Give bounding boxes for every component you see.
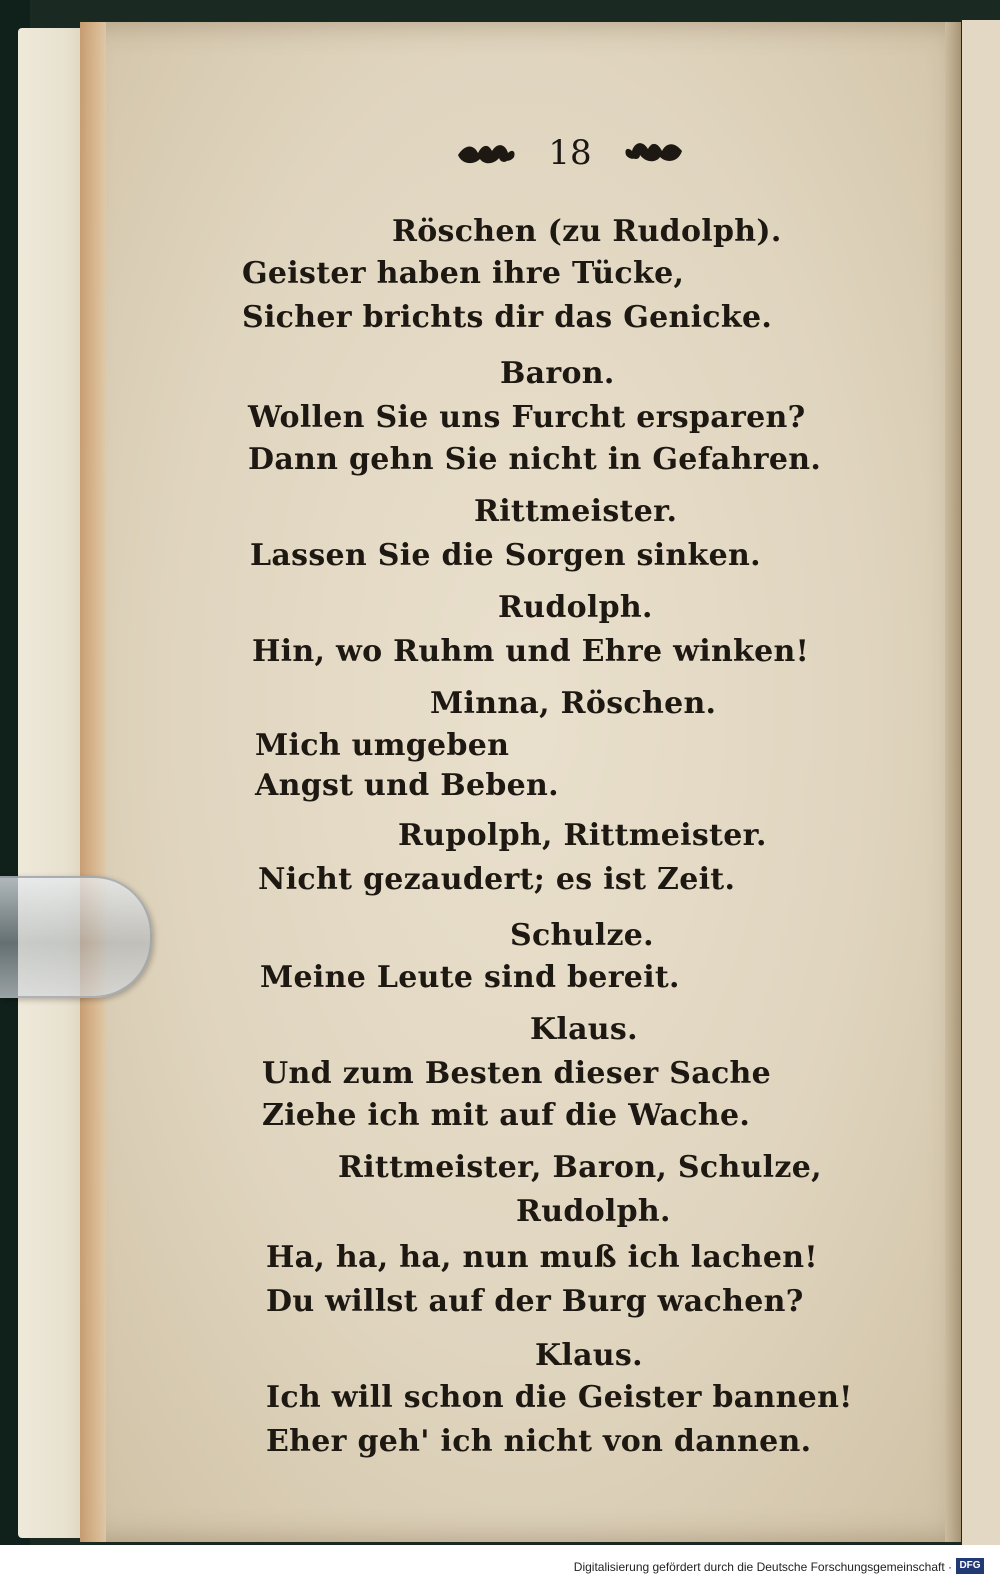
verse-line: Wollen Sie uns Furcht ersparen? (248, 400, 806, 435)
funding-credit: Digitalisierung gefördert durch die Deutsche Forschungsgemeinschaft · (573, 1560, 952, 1574)
plastic-page-clip (0, 876, 152, 998)
verse-line: Meine Leute sind bereit. (260, 960, 680, 995)
footer-bar (0, 1545, 1000, 1591)
verse-line: Lassen Sie die Sorgen sinken. (250, 538, 761, 573)
page-number: 18 (548, 133, 592, 173)
verse-line: Eher geh' ich nicht von dannen. (266, 1424, 812, 1459)
speaker-line: Klaus. (530, 1012, 638, 1047)
speaker-line: Minna, Röschen. (430, 686, 717, 721)
speaker-line: Röschen (zu Rudolph). (392, 214, 782, 249)
speaker-line: Rupolph, Rittmeister. (398, 818, 767, 853)
verse-line: Mich umgeben (255, 728, 510, 763)
dfg-logo-icon: DFG (956, 1558, 984, 1574)
verse-line: Ha, ha, ha, nun muß ich lachen! (266, 1240, 818, 1275)
speaker-line: Rudolph. (498, 590, 653, 625)
verse-line: Und zum Besten dieser Sache (262, 1056, 772, 1091)
verse-line: Nicht gezaudert; es ist Zeit. (258, 862, 736, 897)
speaker-line: Rittmeister, Baron, Schulze, (338, 1150, 822, 1185)
verse-line: Sicher brichts dir das Genicke. (242, 300, 773, 335)
verse-line: Ich will schon die Geister bannen! (266, 1380, 853, 1415)
verse-line: Dann gehn Sie nicht in Gefahren. (248, 442, 822, 477)
verse-line: Du willst auf der Burg wachen? (266, 1284, 804, 1319)
speaker-line: Rittmeister. (474, 494, 678, 529)
verse-line: Ziehe ich mit auf die Wache. (262, 1098, 751, 1133)
verse-line: Geister haben ihre Tücke, (242, 256, 685, 291)
speaker-line: Klaus. (535, 1338, 643, 1373)
verse-line: Hin, wo Ruhm und Ehre winken! (252, 634, 810, 669)
verse-line: Angst und Beben. (255, 768, 559, 803)
speaker-line: Baron. (500, 356, 615, 391)
speaker-line: Rudolph. (516, 1194, 671, 1229)
speaker-line: Schulze. (510, 918, 654, 953)
